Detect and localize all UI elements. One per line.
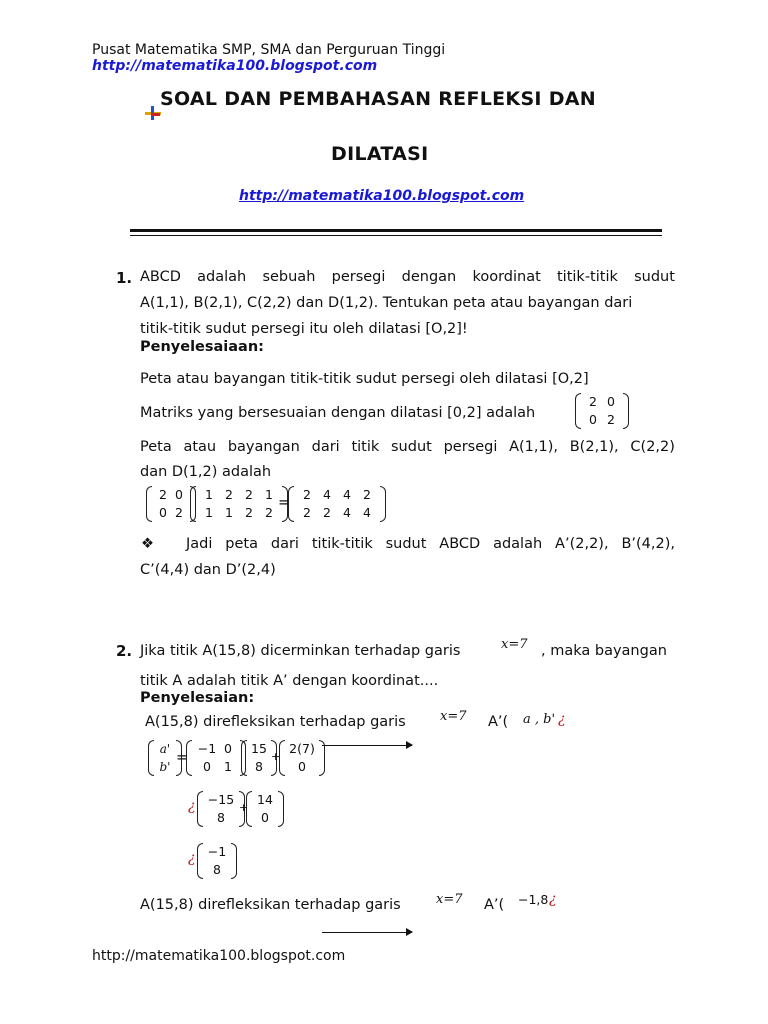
q2-line1a: Jika titik A(15,8) dicerminkan terhadap garis xyxy=(140,643,461,659)
footer-url[interactable]: http://matematika100.blogspot.com xyxy=(92,948,346,964)
q2-line-equation-3: x=7 xyxy=(436,892,463,907)
q1-line3: titik-titik sudut persegi itu oleh dilatasi [O,2]! xyxy=(140,321,468,337)
reflection-matrix: −1 0 0 1 xyxy=(186,740,246,776)
step2-col-a: −15 8 xyxy=(197,791,245,827)
equals-sign: = xyxy=(278,493,291,511)
step2-cursor-glyph: ¿ xyxy=(188,798,196,814)
step2-col-b: 14 0 xyxy=(246,791,284,827)
q1-step2: Matriks yang bersesuaian dengan dilatasi [0,2] adalah xyxy=(140,405,536,421)
step3-col: −1 8 xyxy=(197,843,237,879)
q1-solution-label: Penyelesaiaan: xyxy=(140,339,264,355)
q2-final-coords: −1,8 xyxy=(518,892,549,907)
q2-aprime: A’( xyxy=(488,714,509,730)
bullet-icon: ❖ xyxy=(141,536,154,552)
q2-final-cursor-glyph: ¿ xyxy=(549,891,557,907)
page-title-line2: DILATASI xyxy=(331,143,429,165)
point-column: 15 8 xyxy=(241,740,277,776)
equals-sign-2: = xyxy=(176,748,189,766)
q2-arrow-1 xyxy=(322,745,412,746)
q1-line1: ABCD adalah sebuah persegi dengan koordinat titik-titik sudut xyxy=(140,269,675,285)
q2-cursor-glyph: ¿ xyxy=(558,711,566,727)
header-title: Pusat Matematika SMP, SMA dan Perguruan Tinggi xyxy=(92,42,446,58)
q2-line1b: , maka bayangan xyxy=(541,643,667,659)
q1-step1: Peta atau bayangan titik-titik sudut persegi oleh dilatasi [O,2] xyxy=(140,371,589,387)
plus-sign: + xyxy=(271,750,281,763)
dilation-matrix: 2 0 0 2 xyxy=(575,393,629,429)
q1-conclusion-2: C’(4,4) dan D’(2,4) xyxy=(140,562,276,578)
q2-reflect-line-2: A(15,8) direfleksikan terhadap garis xyxy=(140,897,401,913)
q1-conclusion: Jadi peta dari titik-titik sudut ABCD adalah A’(2,2), B’(4,2), xyxy=(186,536,675,552)
ab-column: a' b' xyxy=(148,740,182,776)
q2-reflect-line: A(15,8) direfleksikan terhadap garis xyxy=(145,714,406,730)
dilation-matrix-eq: 2 0 0 2 xyxy=(146,486,196,522)
title-url-link[interactable]: http://matematika100.blogspot.com xyxy=(239,188,525,204)
header-url-link[interactable]: http://matematika100.blogspot.com xyxy=(92,58,378,74)
q2-aprime-2: A’( xyxy=(484,897,505,913)
q2-line-equation-2: x=7 xyxy=(440,709,467,724)
title-rule-thin xyxy=(130,235,662,236)
title-rule-thick xyxy=(130,229,662,232)
translation-column: 2(7) 0 xyxy=(279,740,325,776)
question-2-number: 2. xyxy=(116,642,133,660)
q2-solution-label: Penyelesaian: xyxy=(140,690,255,706)
q1-step4: dan D(1,2) adalah xyxy=(140,464,272,480)
question-1-number: 1. xyxy=(116,269,133,287)
page-title-line1: SOAL DAN PEMBAHASAN REFLEKSI DAN xyxy=(160,88,596,110)
q2-ab-expression: a , b' xyxy=(523,712,556,727)
q2-arrow-2 xyxy=(322,932,412,933)
result-matrix: 2 4 4 2 2 2 4 4 xyxy=(288,486,386,522)
q1-step3: Peta atau bayangan dari titik sudut persegi A(1,1), B(2,1), C(2,2) xyxy=(140,439,675,455)
points-matrix: 1 2 2 1 1 1 2 2 xyxy=(190,486,288,522)
q2-line2: titik A adalah titik A’ dengan koordinat.... xyxy=(140,673,439,689)
q1-line2: A(1,1), B(2,1), C(2,2) dan D(1,2). Tentukan peta atau bayangan dari xyxy=(140,295,633,311)
q2-line-equation: x=7 xyxy=(501,637,528,652)
step3-cursor-glyph: ¿ xyxy=(188,850,196,866)
plus-sign-2: + xyxy=(239,801,249,814)
